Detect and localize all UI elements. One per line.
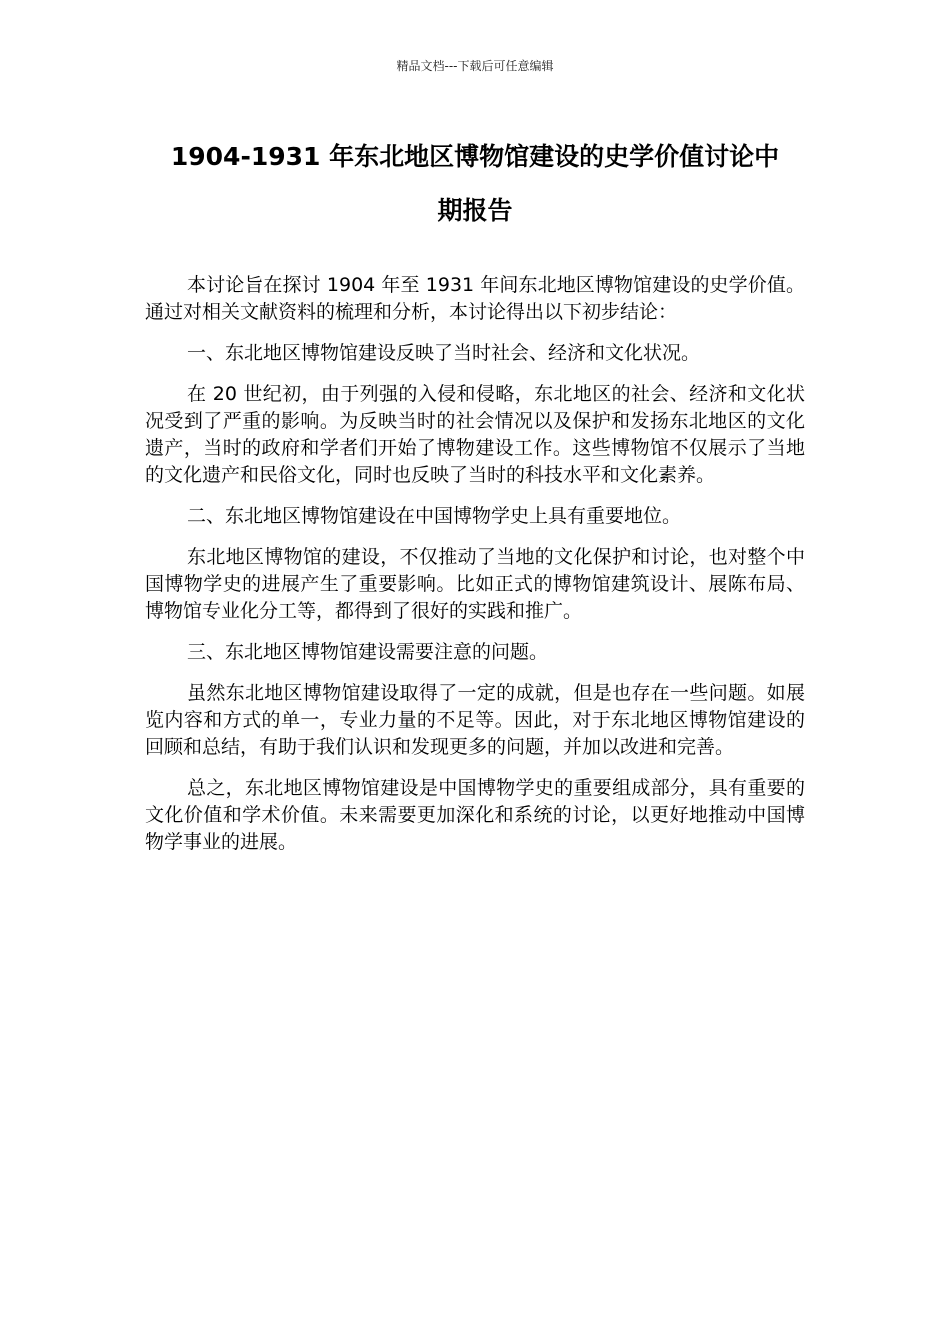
document-title [120, 130, 830, 238]
section-3-paragraph: 虽然东北地区博物馆建设取得了一定的成就，但是也存在一些问题。如展览内容和方式的单一，专业力量的不足等。因此，对于东北地区博物馆建设的回顾和总结，有助于我们认识和发现更多的问题，并加以改进和完善。 [145, 682, 805, 758]
conclusion-paragraph: 总之，东北地区博物馆建设是中国博物学史的重要组成部分，具有重要的文化价值和学术价值。未来需要更加深化和系统的讨论，以更好地推动中国博物学事业的进展。 [145, 777, 805, 853]
intro-paragraph: 本讨论旨在探讨 1904 年至 1931 年间东北地区博物馆建设的史学价值。通过对相关文献资料的梳理和分析，本讨论得出以下初步结论： [145, 274, 805, 323]
section-1-paragraph: 在 20 世纪初，由于列强的入侵和侵略，东北地区的社会、经济和文化状况受到了严重的影响。为反映当时的社会情况以及保护和发扬东北地区的文化遗产，当时的政府和学者们开始了博物建设工作。这些博物馆不仅展示了当地的文化遗产和民俗文化，同时也反映了当时的科技水平和文化素养。 [145, 383, 805, 486]
title-line-2: 期报告 [437, 196, 513, 225]
page-header: 精品文档---下载后可任意编辑 [396, 59, 554, 73]
section-heading-1: 一、东北地区博物馆建设反映了当时社会、经济和文化状况。 [187, 342, 701, 364]
section-2-paragraph: 东北地区博物馆的建设，不仅推动了当地的文化保护和讨论，也对整个中国博物学史的进展产生了重要影响。比如正式的博物馆建筑设计、展陈布局、博物馆专业化分工等，都得到了很好的实践和推广。 [145, 546, 805, 622]
document-body [145, 272, 805, 870]
section-heading-3: 三、东北地区博物馆建设需要注意的问题。 [187, 641, 549, 663]
section-heading-2: 二、东北地区博物馆建设在中国博物学史上具有重要地位。 [187, 505, 682, 527]
title-line-1: 1904-1931 年东北地区博物馆建设的史学价值讨论中 [170, 142, 780, 171]
